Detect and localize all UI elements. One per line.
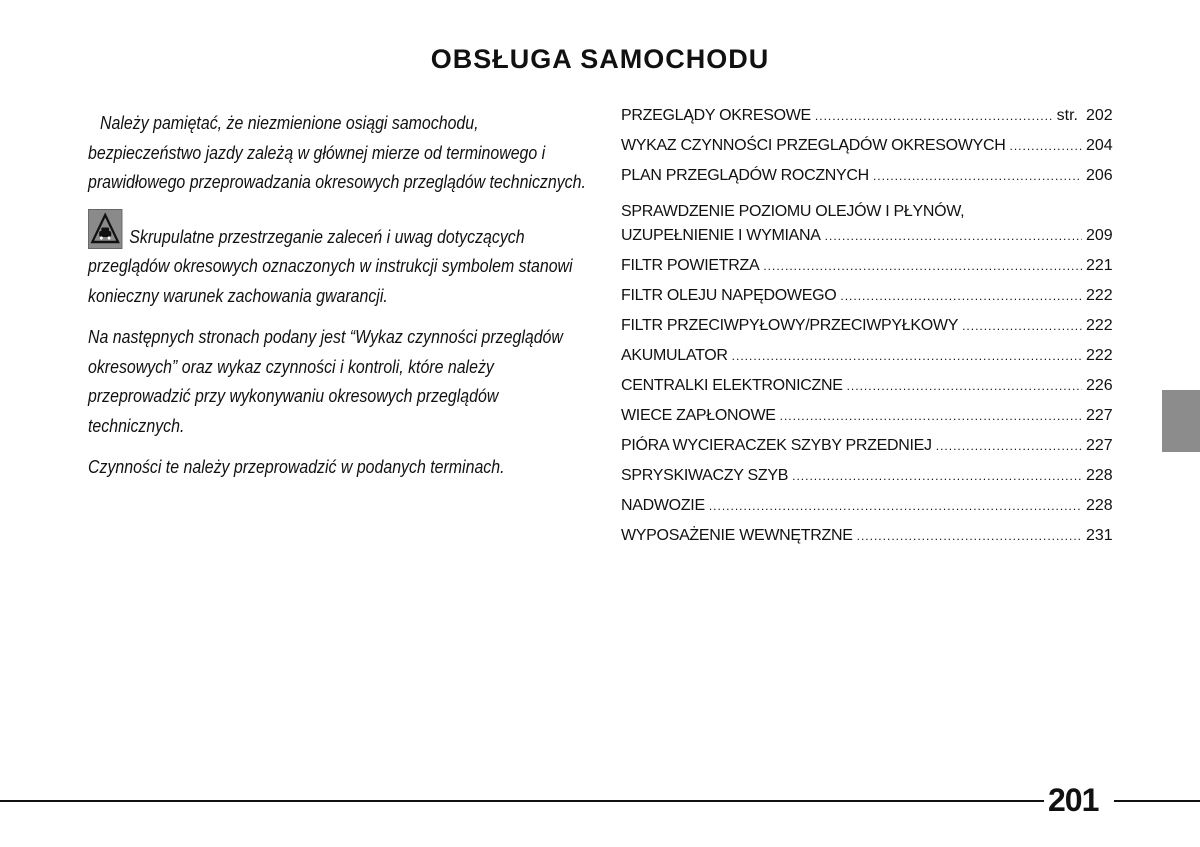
- toc-item-page: 206: [1086, 167, 1113, 184]
- page-title: OBSŁUGA SAMOCHODU: [430, 44, 770, 74]
- toc-item[interactable]: [621, 137, 1112, 167]
- toc-leader-dots: [815, 109, 1053, 123]
- toc-leader-dots: [1010, 139, 1083, 153]
- toc-item-page: 222: [1086, 317, 1113, 334]
- toc-item-label: AKUMULATOR: [621, 347, 728, 364]
- toc-item-page: 202: [1086, 107, 1113, 124]
- toc-item[interactable]: [621, 407, 1112, 437]
- toc-item-label: NADWOZIE: [621, 497, 705, 514]
- toc-item[interactable]: [621, 167, 1112, 197]
- toc-item-page: 222: [1086, 347, 1113, 364]
- page-number: 201: [1048, 782, 1099, 818]
- toc-leader-dots: [840, 289, 1082, 303]
- car-warning-triangle-icon: [88, 209, 122, 249]
- toc-item-page: 222: [1086, 287, 1113, 304]
- toc-leader-dots: [732, 349, 1082, 363]
- toc-leader-dots: [962, 319, 1082, 333]
- section-tab: [1162, 390, 1200, 452]
- toc-item[interactable]: [621, 107, 1112, 137]
- toc-item-page: 227: [1086, 437, 1113, 454]
- toc-item[interactable]: [621, 257, 1112, 287]
- footer-rule-left: [0, 800, 1044, 802]
- toc-leader-dots: [936, 439, 1082, 453]
- toc-str-label: str.: [1056, 107, 1078, 124]
- toc-item[interactable]: [621, 467, 1112, 497]
- toc-item-label: FILTR POWIETRZA: [621, 257, 760, 274]
- toc-item-label: WYPOSAŻENIE WEWNĘTRZNE: [621, 527, 853, 544]
- paragraph-4: Czynności te należy przeprowadzić w podanych terminach.: [88, 456, 505, 477]
- paragraph-3: Na następnych stronach podany jest “Wykaz czynności przeglądów okresowych” oraz wykaz czynności i kontroli, które należy przeprowadzić przy wykonywaniu okresowych przeglądów technicznych.: [88, 326, 563, 436]
- toc-leader-dots: [763, 259, 1082, 273]
- toc-item-label: PIÓRA WYCIERACZEK SZYBY PRZEDNIEJ: [621, 437, 932, 454]
- toc-item-label: FILTR PRZECIWPYŁOWY/PRZECIWPYŁKOWY: [621, 317, 959, 334]
- toc-item-label: FILTR OLEJU NAPĘDOWEGO: [621, 287, 837, 304]
- toc-item-page: 227: [1086, 407, 1113, 424]
- toc-leader-dots: [825, 229, 1082, 243]
- paragraph-2: [88, 209, 587, 311]
- toc-item-label-line1: SPRAWDZENIE POZIOMU OLEJÓW I PŁYNÓW,: [621, 203, 965, 220]
- toc-item[interactable]: [621, 497, 1112, 527]
- toc-leader-dots: [857, 529, 1082, 543]
- toc-item-page: 231: [1086, 527, 1113, 544]
- paragraph-1: Należy pamiętać, że niezmienione osiągi samochodu, bezpieczeństwo jazdy zależą w głównej mierze od terminowego i prawidłowego przeprowadzania okresowych przeglądów technicznych.: [88, 112, 586, 192]
- footer-rule-right: [1114, 800, 1200, 802]
- toc-item-page: 226: [1086, 377, 1113, 394]
- toc-item-label: CENTRALKI ELEKTRONICZNE: [621, 377, 843, 394]
- toc-item[interactable]: [621, 287, 1112, 317]
- toc-item[interactable]: [621, 347, 1112, 377]
- paragraph-2-text: Skrupulatne przestrzeganie zaleceń i uwag dotyczących przeglądów okresowych oznaczonych w instrukcji symbolem stanowi konieczny warunek zachowania gwarancji.: [88, 225, 573, 306]
- toc-item[interactable]: [621, 527, 1112, 557]
- toc-item[interactable]: [621, 377, 1112, 407]
- toc-leader-dots: [792, 469, 1082, 483]
- intro-text: [88, 108, 587, 494]
- table-of-contents: [621, 107, 1112, 557]
- toc-item-page: 221: [1086, 257, 1113, 274]
- toc-item-label: WIECE ZAPŁONOWE: [621, 407, 776, 424]
- toc-item-label: UZUPEŁNIENIE I WYMIANA: [621, 227, 821, 244]
- toc-leader-dots: [873, 169, 1082, 183]
- toc-leader-dots: [709, 499, 1082, 513]
- toc-item-page: 204: [1086, 137, 1113, 154]
- toc-item-label: WYKAZ CZYNNOŚCI PRZEGLĄDÓW OKRESOWYCH: [621, 137, 1006, 154]
- toc-leader-dots: [847, 379, 1082, 393]
- toc-item[interactable]: [621, 197, 1112, 257]
- toc-item-label: PRZEGLĄDY OKRESOWE: [621, 107, 811, 124]
- toc-item-page: 228: [1086, 467, 1113, 484]
- toc-item-page: 228: [1086, 497, 1113, 514]
- toc-item[interactable]: [621, 317, 1112, 347]
- toc-leader-dots: [780, 409, 1082, 423]
- toc-item-page: 209: [1086, 227, 1113, 244]
- toc-item-label: PLAN PRZEGLĄDÓW ROCZNYCH: [621, 167, 869, 184]
- toc-item-label: SPRYSKIWACZY SZYB: [621, 467, 789, 484]
- toc-item[interactable]: [621, 437, 1112, 467]
